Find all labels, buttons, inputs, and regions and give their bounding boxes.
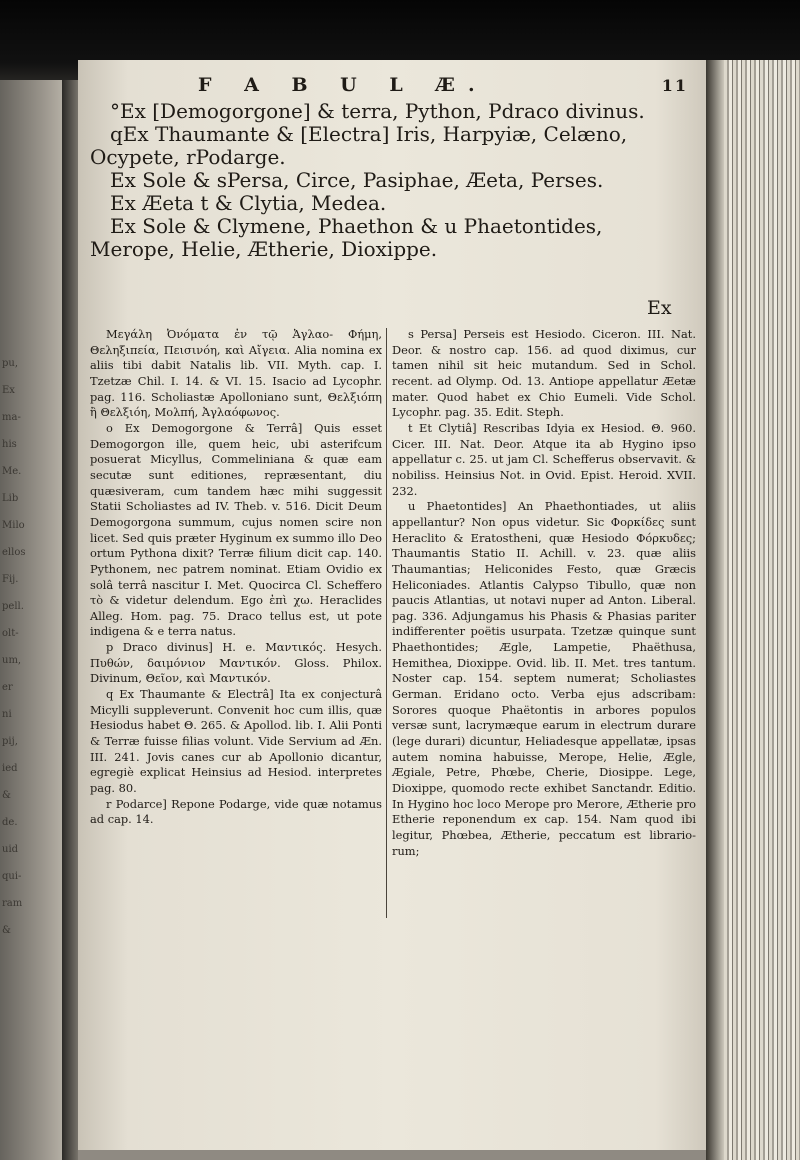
page-number: 11 — [661, 76, 688, 95]
book-page — [78, 60, 706, 1150]
facing-page-fragment: ram — [2, 898, 23, 909]
facing-page-fragment: qui- — [2, 871, 22, 882]
facing-page-fragment: Fij. — [2, 574, 19, 585]
facing-page-fragment: uid — [2, 844, 19, 855]
facing-page-fragment: & — [2, 925, 11, 936]
book-spine-left-page — [0, 80, 78, 1160]
facing-page-fragment: ellos — [2, 547, 26, 558]
note-paragraph: p Draco divinus] H. e. Μαντικός. Hesych. Πυθών, δαιμόνιον Μαντικόν. Gloss. Philox. Divinum, Θεῖον, καὶ Μαντικόν. — [90, 640, 382, 686]
facing-page-fragment: Ex — [2, 385, 15, 396]
note-paragraph: q Ex Thaumante & Electrâ] Ita ex conjecturâ Micylli suppleverunt. Convenit hoc cum illis, quæ Hesiodus habet Θ. 265. & Apollod. lib. I. Alii Ponti & Terræ fuisse filias volunt. Vide Servium ad Æn. III. 241. Jovis canes cur ab Apollonio dicantur, egregiè explicat Heinsius ad Hesiod. interpretes pag. 80. — [90, 687, 382, 796]
facing-page-fragment: pu, — [2, 358, 19, 369]
book-page-edges — [706, 60, 800, 1160]
facing-page-fragment: ma- — [2, 412, 21, 423]
notes-right-column — [392, 327, 696, 859]
facing-page-fragment: Milo — [2, 520, 25, 531]
verse-line: Ex Sole & sPersa, Circe, Pasiphae, Æeta, Perses. — [110, 168, 604, 192]
note-paragraph: s Persa] Perseis est Hesiodo. Ciceron. III. Nat. Deor. & nostro cap. 156. ad quod diximus, cur tamen nihil sit heic mutandum. Sed in Schol. recent. ad Olymp. Od. 13. Antiope appellatur Æetæ mater. Quod habet ex Chio Eumeli. Vide Schol. Lycophr. pag. 35. Edit. Steph. — [392, 327, 696, 420]
page-edge-shadow — [706, 60, 724, 1160]
facing-page-fragments — [2, 350, 40, 944]
note-paragraph: o Ex Demogorgone & Terrâ] Quis esset Demogorgon ille, quem heic, ubi asterifcum posuerat Micyllus, Commeliniana & quæ eam secutæ sunt editiones, repræsentant, diu quæsiveram, cum tandem hæc mihi suggessit Statii Scholiastes ad IV. Theb. v. 516. Dicit Deum Demogorgona summum, cujus nomen scire non licet. Sed quis præter Hyginum ex summo illo Deo ortum Pythona dixit? Terræ filium dicit cap. 140. Pythonem, nec patrem nominat. Etiam Ovidio ex solâ terrâ nascitur I. Met. Quocirca Cl. Scheffero τὸ & videtur delendum. Ego ἐπὶ χω. Heraclides Alleg. Hom. pag. 75. Draco tellus est, ut pote indigena & e terra natus. — [90, 420, 382, 639]
facing-page-fragment: Lib — [2, 493, 19, 504]
verse-line: °Ex [Demogorgone] & terra, Python, Pdraco divinus. — [110, 99, 645, 123]
note-paragraph: r Podarce] Repone Podarge, vide quæ notamus ad cap. 14. — [90, 796, 382, 827]
gutter-shadow — [62, 80, 78, 1160]
verse-line: Ex Sole & Clymene, Phaethon & u Phaetontides, — [110, 214, 603, 238]
facing-page-fragment: er — [2, 682, 13, 693]
note-paragraph: t Et Clytiâ] Rescribas Idyia ex Hesiod. Θ. 960. Cicer. III. Nat. Deor. Atque ita ab Hygino ipso appellatur c. 25. ut jam Cl. Schefferus observavit. & nobiliss. Heinsius Not. in Ovid. Epist. Heroid. XVII. 232. — [392, 420, 696, 498]
facing-page-fragment: ied — [2, 763, 18, 774]
facing-page-fragment: & — [2, 790, 11, 801]
facing-page-fragment: um, — [2, 655, 22, 666]
notes-left-column — [90, 327, 382, 828]
verse-line: Merope, Helie, Ætherie, Dioxippe. — [90, 237, 438, 261]
verse-line: qEx Thaumante & [Electra] Iris, Harpyiæ, Celæno, — [110, 122, 628, 146]
verse-line: Ex Æeta t & Clytia, Medea. — [110, 191, 387, 215]
running-head-title: F A B U L Æ. — [198, 74, 488, 96]
catchword: Ex — [647, 297, 672, 319]
facing-page-fragment: ni — [2, 709, 12, 720]
genealogy-verse — [90, 100, 696, 261]
note-paragraph: Μεγάλη Ὀνόματα ἐν τῷ Ἀγλαο- Φήμη, Θεληξιπεία, Πεισινόη, καὶ Αἴγεια. Alia nomina ex aliis tibi dabit Natalis lib. VII. Myth. cap. I. Tzetzæ Chil. I. 14. & VI. 15. Isacio ad Lycophr. pag. 116. Scholiastæ Apolloniano sunt, Θελξιόπη ἢ Θελξιόη, Μολπή, Ἀγλαόφωνος. — [90, 327, 382, 420]
facing-page-fragment: olt- — [2, 628, 19, 639]
facing-page-fragment: pij, — [2, 736, 18, 747]
note-paragraph: u Phaetontides] An Phaethontiades, ut aliis appellantur? Non opus videtur. Sic Φορκίδες sunt Heraclito & Eratostheni, quæ Hesiodo Φόρκυδες; Thaumantis Statio II. Achill. v. 23. quæ aliis Thaumantias; Heliconides Festo, quæ Græcis Heliconiades. Atlantis Calypso Tibullo, quæ non paucis Atlantias, ut notavi nuper ad Anton. Liberal. pag. 336. Adjungamus his Phasis & Phasias pariter indifferenter poëtis usurpata. Tzetzæ quinque sunt Phaethontides; Ægle, Lampetie, Phaëthusa, Hemithea, Dioxippe. Ovid. lib. II. Met. tres tantum. Noster cap. 154. septem numerat; Scholiastes German. Eridano octo. Verba ejus adscribam: Sorores quoque Phaëtontis in arbores populos versæ sunt, lacrymæque earum in electrum durare (lege durari) dicuntur, Heliadesque appellatæ, ipsas autem nomina habuisse, Merope, Helie, Ægle, Ægiale, Petre, Phœbe, Cherie, Diosippe. Lege, Dioxippe, quomodo recte exhibet Sanctandr. Editio. In Hygino hoc loco Merope pro Merore, Ætherie pro Etherie reponendum ex cap. 154. Nam quod ibi legitur, Phœbea, Ætherie, peccatum est librario- rum; — [392, 499, 696, 858]
facing-page-fragment: Me. — [2, 466, 22, 477]
facing-page-fragment: his — [2, 439, 17, 450]
facing-page-fragment: de. — [2, 817, 18, 828]
verse-line: Ocypete, rPodarge. — [90, 145, 286, 169]
facing-page-fragment: pell. — [2, 601, 24, 612]
column-divider — [386, 328, 387, 918]
